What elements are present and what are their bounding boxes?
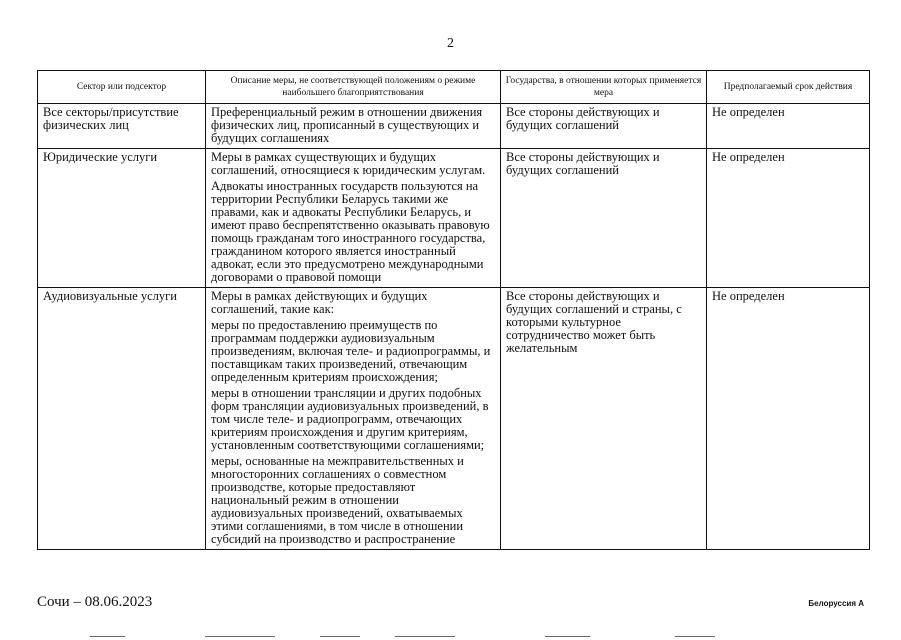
table-header-row [38,71,870,104]
scan-mark [320,636,360,637]
description-paragraph: Адвокаты иностранных государств пользуются на территории Республики Беларусь такими же правами, как и адвокаты Республики Беларусь, и имеют право беспрепятственно оказывать правовую помощь гражданам того иностранного государства, гражданином которого является иностранный адвокат, если это предусмотрено международными договорами о правовой помощи [211,179,490,284]
cell-states: Все стороны действующих и будущих соглашений [501,104,707,149]
header-term: Предполагаемый срок действия [707,71,870,104]
footer-document-code: Белоруссия А [808,599,864,608]
cell-sector: Юридические услуги [38,149,206,288]
description-paragraph: Преференциальный режим в отношении движения физических лиц, прописанный в существующих и будущих соглашениях [211,105,483,145]
header-description: Описание меры, не соответствующей положениям о режиме наибольшего благоприятствования [206,71,501,104]
cell-sector: Аудиовизуальные услуги [38,288,206,550]
description-paragraph: меры в отношении трансляции и других подобных форм трансляции аудиовизуальных произведений, в том числе теле- и радиопрограмм, отвечающих критериям происхождения и другим критериям, установленным соответствующими соглашениями; [211,386,489,452]
page-number: 2 [447,36,454,51]
table-row [38,149,870,288]
header-states: Государства, в отношении которых применяется мера [501,71,707,104]
cell-description [206,104,501,149]
description-paragraph: Меры в рамках действующих и будущих соглашений, такие как: [211,289,428,316]
reservations-table [37,70,870,550]
cell-description [206,149,501,288]
description-paragraph: меры по предоставлению преимуществ по программам поддержки аудиовизуальным произведениям, включая теле- и радиопрограммы, и поставщикам таких произведений, отвечающим определенным критериям происхождения; [211,318,491,384]
table-row [38,288,870,550]
description-paragraph: меры, основанные на межправительственных и многосторонних соглашениях о совместном производстве, которые предоставляют национальный режим в отношении аудиовизуальных произведений, охватываемых этими соглашениями, в том числе в отношении субсидий на производство и распространение [211,454,464,546]
scan-mark [545,636,590,637]
cell-term: Не определен [707,288,870,550]
scan-mark [395,636,455,637]
scan-edge-marks [0,636,901,638]
cell-term: Не определен [707,149,870,288]
scan-mark [675,636,715,637]
cell-states: Все стороны действующих и будущих соглашений и страны, с которыми культурное сотрудничество может быть желательным [501,288,707,550]
cell-states: Все стороны действующих и будущих соглашений [501,149,707,288]
cell-sector: Все секторы/присутствие физических лиц [38,104,206,149]
scan-mark [205,636,275,637]
cell-description [206,288,501,550]
header-sector: Сектор или подсектор [38,71,206,104]
cell-term: Не определен [707,104,870,149]
footer-date-location: Сочи – 08.06.2023 [37,594,153,610]
table-row [38,104,870,149]
description-paragraph: Меры в рамках существующих и будущих соглашений, относящиеся к юридическим услугам. [211,150,486,177]
scan-mark [90,636,125,637]
